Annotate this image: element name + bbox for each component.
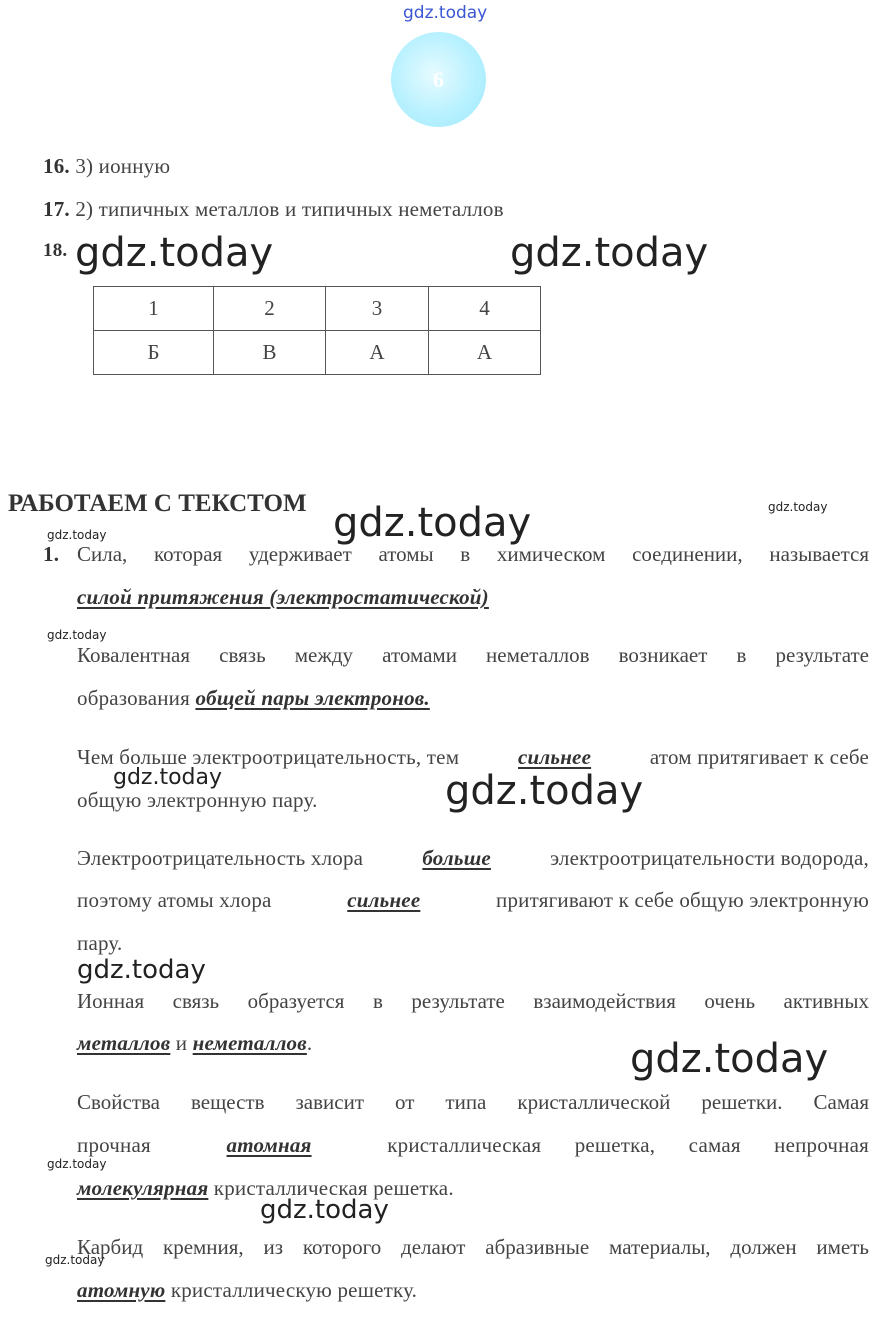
text: притягивают к себе общую электронную <box>496 888 869 912</box>
answer-stronger-2: сильнее <box>347 888 421 912</box>
table-cell: 4 <box>429 287 541 331</box>
answer-atomic: атомная <box>226 1133 312 1157</box>
text: Электроотрицательность хлора <box>77 846 364 870</box>
table-row <box>94 331 541 375</box>
paragraph-4-line-2 <box>77 888 869 913</box>
paragraph-3-line-2: общую электронную пару. <box>77 788 318 812</box>
table-header-row <box>94 287 541 331</box>
page-number-badge: 6 <box>391 32 486 127</box>
answer-stronger: сильнее <box>518 745 592 769</box>
table-cell: А <box>326 331 429 375</box>
paragraph-7-line-1: Карбид кремния, из которого делают абразивные материалы, должен иметь <box>77 1235 869 1259</box>
watermark: gdz.today <box>333 500 532 546</box>
paragraph-6-line-2 <box>77 1133 869 1158</box>
answer-17-text: 2) типичных металлов и типичных неметаллов <box>75 197 504 221</box>
watermark: gdz.today <box>260 1195 389 1225</box>
paragraph-5-line-1: Ионная связь образуется в результате взаимодействия очень активных <box>77 989 869 1013</box>
answer-atomic-2: атомную <box>77 1278 166 1302</box>
answer-18-number <box>43 240 67 262</box>
answer-17 <box>43 197 504 222</box>
text: и <box>175 1031 188 1055</box>
answer-force: силой притяжения (электростатической) <box>77 585 489 609</box>
answer-nonmetals: неметаллов <box>192 1031 307 1055</box>
paragraph-7-line-2 <box>77 1278 417 1303</box>
text: кристаллическую решетку. <box>170 1278 418 1302</box>
text: Чем больше электроотрицательность, тем <box>77 745 460 769</box>
watermark: gdz.today <box>47 1157 107 1171</box>
paragraph-2-line-1: Ковалентная связь между атомами неметаллов возникает в результате <box>77 643 869 667</box>
watermark: gdz.today <box>75 230 274 276</box>
text: поэтому атомы хлора <box>77 888 272 912</box>
watermark: gdz.today <box>77 955 206 985</box>
answer-molecular: молекулярная <box>77 1176 209 1200</box>
table-cell: 2 <box>214 287 326 331</box>
item-number: 1. <box>43 542 60 566</box>
table-cell: Б <box>94 331 214 375</box>
watermark-top: gdz.today <box>403 3 488 23</box>
table-cell: 3 <box>326 287 429 331</box>
text: кристаллическая решетка, самая непрочная <box>387 1133 869 1157</box>
table-cell: 1 <box>94 287 214 331</box>
text: кристаллическая решетка. <box>213 1176 454 1200</box>
text: электроотрицательности водорода, <box>550 846 869 870</box>
answer-17-number: 17. <box>43 197 70 221</box>
watermark: gdz.today <box>445 768 644 814</box>
paragraph-6-line-1: Свойства веществ зависит от типа кристаллической решетки. Самая <box>77 1090 869 1114</box>
text: образования <box>77 686 190 710</box>
answer-metals: металлов <box>77 1031 171 1055</box>
paragraph-5-line-2 <box>77 1031 312 1056</box>
answer-16 <box>43 154 170 179</box>
paragraph-2-line-2 <box>77 686 430 711</box>
paragraph-1-line-2 <box>77 585 489 610</box>
watermark: gdz.today <box>47 628 107 642</box>
section-heading: РАБОТАЕМ С ТЕКСТОМ <box>8 490 307 517</box>
table-cell: А <box>429 331 541 375</box>
watermark: gdz.today <box>47 528 107 542</box>
table-cell: В <box>214 331 326 375</box>
watermark: gdz.today <box>768 500 828 514</box>
answer-16-text: 3) ионную <box>75 154 171 178</box>
text: . <box>306 1031 313 1055</box>
watermark: gdz.today <box>630 1036 829 1082</box>
answer-greater: больше <box>422 846 491 870</box>
watermark: gdz.today <box>510 230 709 276</box>
paragraph-4-line-1 <box>77 846 869 871</box>
paragraph-1-line-1: Сила, которая удерживает атомы в химическом соединении, называется <box>77 542 869 566</box>
paragraph-4-line-3: пару. <box>77 931 123 955</box>
text: прочная <box>77 1133 151 1157</box>
watermark: gdz.today <box>45 1253 105 1267</box>
answer-18-table <box>93 286 541 375</box>
answer-pair: общей пары электронов. <box>195 686 430 710</box>
answer-16-number: 16. <box>43 154 70 178</box>
text: атом притягивает к себе <box>649 745 869 769</box>
watermark: gdz.today <box>113 765 223 790</box>
answer-18-label: 18. <box>43 240 68 261</box>
